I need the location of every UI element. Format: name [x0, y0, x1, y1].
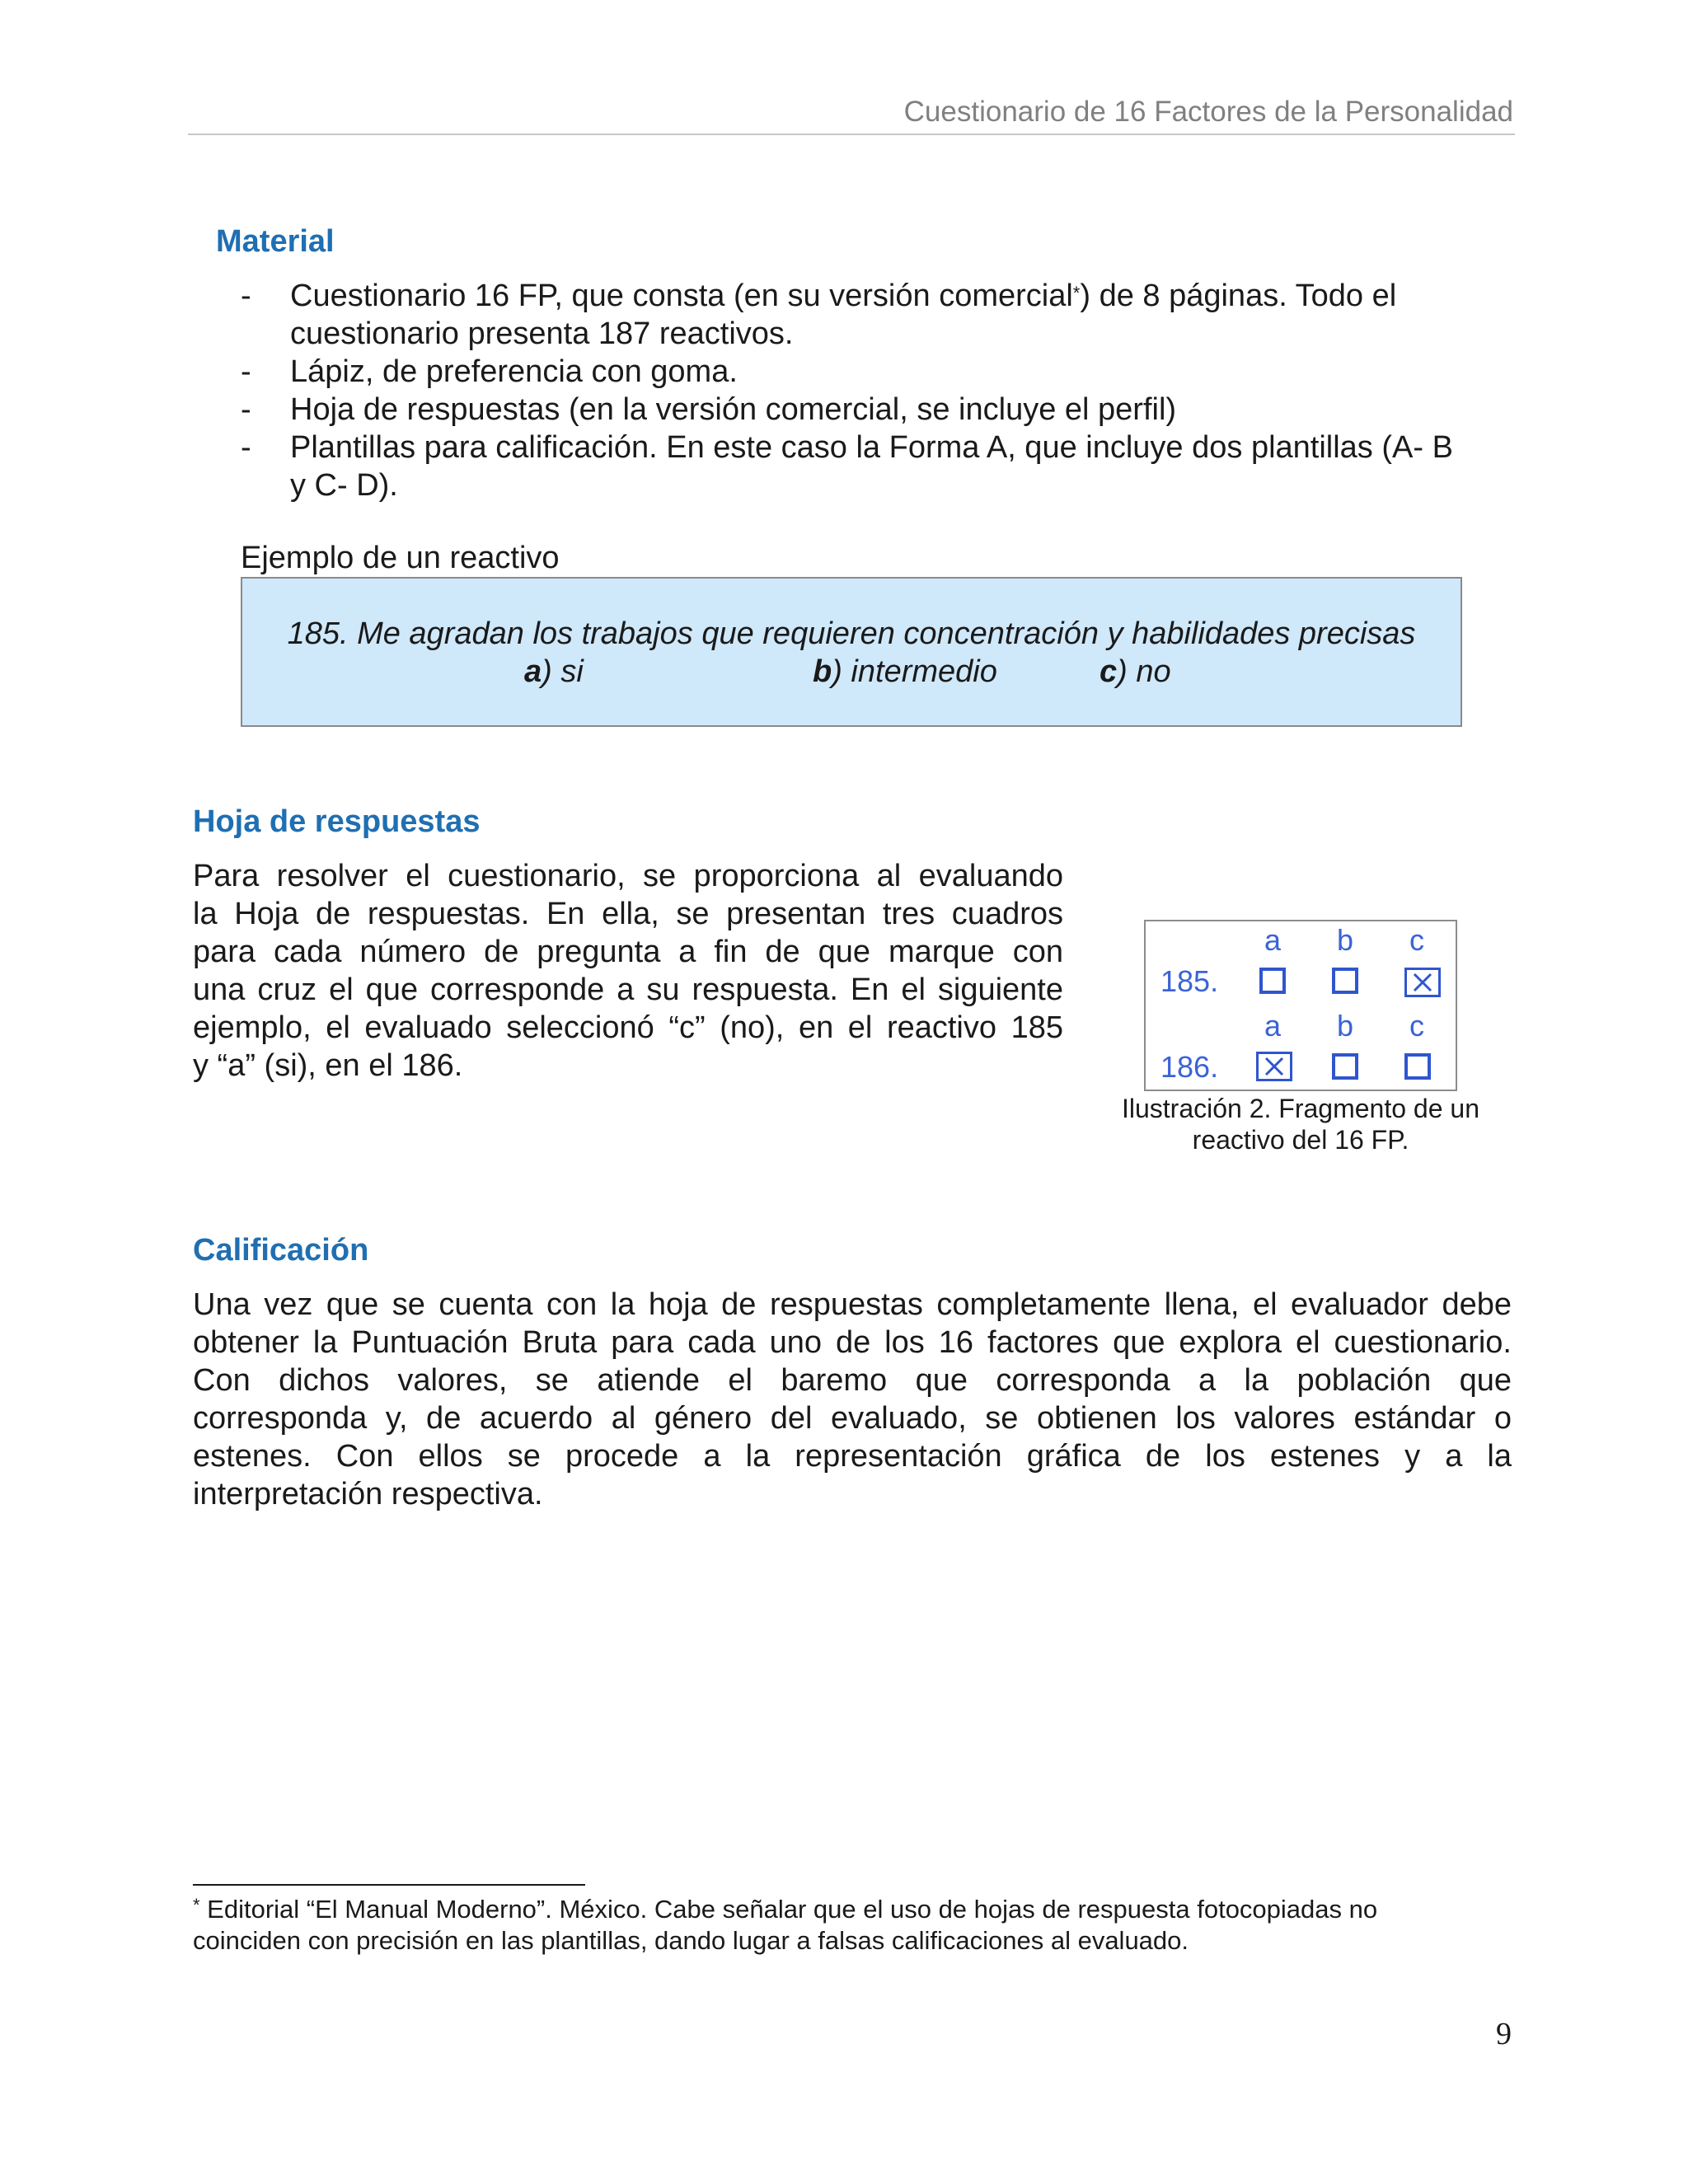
- list-dash: -: [241, 354, 251, 389]
- header-rule: [188, 134, 1515, 135]
- footnote-line: Editorial “El Manual Moderno”. México. Cabe señalar que el uso de hojas de respuesta fotocopiadas no: [199, 1895, 1378, 1924]
- calificacion-paragraph: [193, 1286, 1512, 1513]
- footnote-line: coinciden con precisión en las plantillas, dando lugar a falsas calificaciones al evaluado.: [193, 1926, 1189, 1955]
- checkbox-185-b: [1332, 968, 1358, 994]
- checkbox-185-c-marked: [1404, 968, 1441, 997]
- option-text: ) intermedio: [832, 654, 997, 689]
- list-dash: -: [241, 430, 251, 465]
- hoja-heading: Hoja de respuestas: [193, 804, 481, 839]
- paragraph-line: para cada número de pregunta a fin de que marque con: [193, 935, 1063, 969]
- option-letter: c: [1100, 654, 1118, 689]
- list-dash: -: [241, 279, 251, 313]
- material-heading: Material: [216, 224, 335, 259]
- footnote-marker: *: [193, 1895, 200, 1915]
- cross-mark-icon: [1407, 970, 1438, 995]
- material-item-1-text-b: ) de 8 páginas. Todo el: [1080, 279, 1397, 313]
- example-option-c: [1100, 654, 1171, 690]
- option-letter-b: b: [1337, 1009, 1354, 1043]
- caption-line: reactivo del 16 FP.: [1192, 1125, 1409, 1155]
- example-item-box: [241, 577, 1462, 727]
- footnote-marker-ref: *: [1072, 283, 1081, 303]
- footnote: [193, 1894, 1528, 1957]
- page-number: 9: [1496, 2017, 1512, 2051]
- paragraph-line: obtener la Puntuación Bruta para cada uno de los 16 factores que explora el cuestionario.: [193, 1325, 1512, 1360]
- calificacion-heading: Calificación: [193, 1233, 369, 1268]
- illustration-caption: [1103, 1093, 1498, 1155]
- option-text: ) si: [542, 654, 584, 689]
- checkbox-185-a: [1259, 968, 1286, 994]
- paragraph-line: Para resolver el cuestionario, se proporciona al evaluando: [193, 859, 1063, 893]
- material-item-3-text: Hoja de respuestas (en la versión comercial, se incluye el perfil): [290, 392, 1177, 427]
- paragraph-line: ejemplo, el evaluado seleccionó “c” (no), en el reactivo 185: [193, 1010, 1063, 1045]
- material-item-2-text: Lápiz, de preferencia con goma.: [290, 354, 738, 389]
- example-option-a: [524, 654, 584, 690]
- checkbox-186-c: [1404, 1053, 1431, 1080]
- material-item-1-text-a: Cuestionario 16 FP, que consta (en su versión comercial: [290, 279, 1073, 313]
- example-label: Ejemplo de un reactivo: [241, 541, 560, 575]
- material-item-1-text-c: cuestionario presenta 187 reactivos.: [290, 316, 794, 351]
- material-item-4-text-b: y C- D).: [290, 468, 398, 503]
- paragraph-line: estenes. Con ellos se procede a la representación gráfica de los estenes y a la: [193, 1439, 1512, 1474]
- option-letter-c: c: [1409, 923, 1424, 957]
- example-question: 185. Me agradan los trabajos que requieren concentración y habilidades precisas: [287, 616, 1416, 651]
- hoja-paragraph: [193, 857, 1063, 1085]
- question-number-185: 185.: [1160, 964, 1219, 998]
- option-letter-a: a: [1264, 1009, 1282, 1043]
- paragraph-line: y “a” (si), en el 186.: [193, 1048, 463, 1083]
- paragraph-line: Una vez que se cuenta con la hoja de respuestas completamente llena, el evaluador debe: [193, 1287, 1512, 1322]
- paragraph-line: corresponda y, de acuerdo al género del evaluado, se obtienen los valores estándar o: [193, 1401, 1512, 1436]
- material-item-4-text-a: Plantillas para calificación. En este caso la Forma A, que incluye dos plantillas (A- B: [290, 430, 1453, 465]
- option-letter: a: [524, 654, 542, 689]
- option-letter-b: b: [1337, 923, 1354, 957]
- example-option-b: [813, 654, 997, 690]
- paragraph-line: interpretación respectiva.: [193, 1477, 543, 1511]
- paragraph-line: la Hoja de respuestas. En ella, se presentan tres cuadros: [193, 897, 1063, 931]
- option-letter: b: [813, 654, 832, 689]
- paragraph-line: una cruz el que corresponde a su respuesta. En el siguiente: [193, 972, 1063, 1007]
- option-text: ) no: [1117, 654, 1171, 689]
- running-header: Cuestionario de 16 Factores de la Personalidad: [903, 96, 1513, 128]
- question-number-186: 186.: [1160, 1050, 1219, 1084]
- option-letter-c: c: [1409, 1009, 1424, 1043]
- checkbox-186-b: [1332, 1053, 1358, 1080]
- checkbox-186-a-marked: [1256, 1052, 1292, 1081]
- paragraph-line: Con dichos valores, se atiende el baremo que corresponda a la población que: [193, 1363, 1512, 1398]
- option-letter-a: a: [1264, 923, 1282, 957]
- answer-sheet-illustration: [1144, 920, 1457, 1091]
- list-dash: -: [241, 392, 251, 427]
- cross-mark-icon: [1259, 1054, 1290, 1079]
- footnote-rule: [193, 1884, 585, 1886]
- caption-line: Ilustración 2. Fragmento de un: [1121, 1094, 1479, 1123]
